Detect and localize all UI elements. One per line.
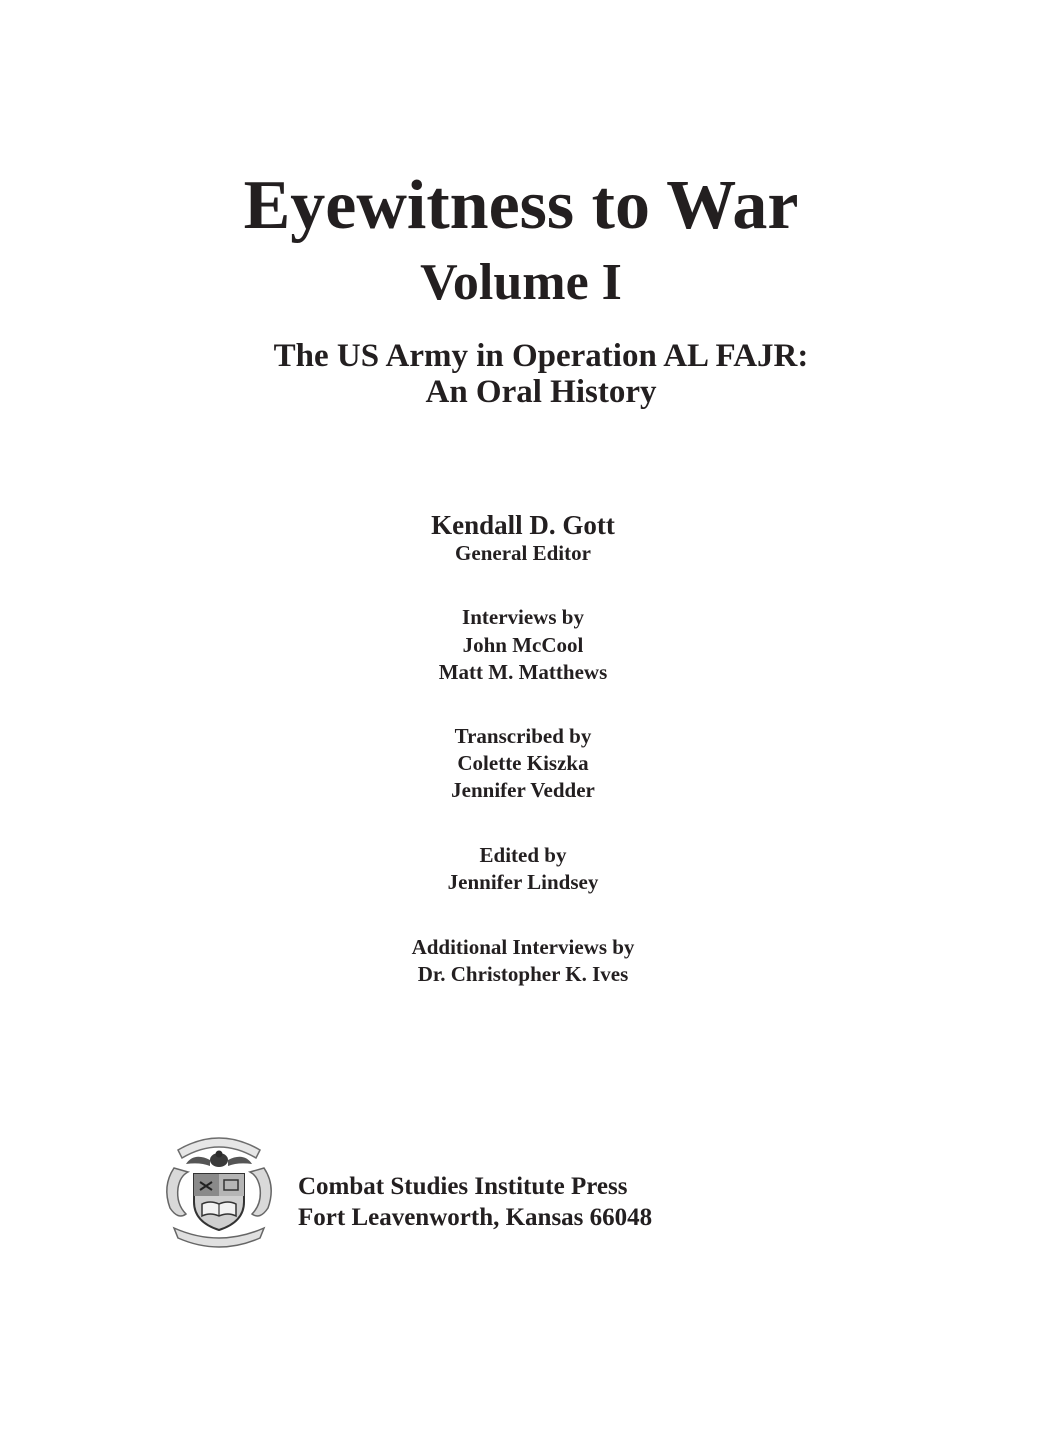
publisher-location: Fort Leavenworth, Kansas 66048 xyxy=(298,1204,653,1231)
subtitle-line-2: An Oral History xyxy=(425,374,657,410)
interviews-label: Interviews by xyxy=(462,605,584,629)
additional-interviewer-name: Dr. Christopher K. Ives xyxy=(417,962,629,986)
institute-seal-icon xyxy=(160,1124,278,1248)
additional-interviews-label: Additional Interviews by xyxy=(411,935,635,959)
transcriber-name: Colette Kiszka xyxy=(457,751,589,775)
transcriber-name: Jennifer Vedder xyxy=(451,778,595,802)
volume-title: Volume I xyxy=(420,254,622,311)
subtitle-line-1: The US Army in Operation AL FAJR: xyxy=(273,338,809,374)
editor-name: Jennifer Lindsey xyxy=(447,870,599,894)
interviewer-name: Matt M. Matthews xyxy=(438,660,608,684)
general-editor-name: Kendall D. Gott xyxy=(431,510,615,540)
interviewer-name: John McCool xyxy=(462,633,584,657)
transcribed-label: Transcribed by xyxy=(454,724,592,748)
page-title: Eyewitness to War xyxy=(243,167,799,244)
publisher-name: Combat Studies Institute Press xyxy=(298,1173,628,1200)
edited-label: Edited by xyxy=(479,843,567,867)
general-editor-role: General Editor xyxy=(455,541,591,565)
